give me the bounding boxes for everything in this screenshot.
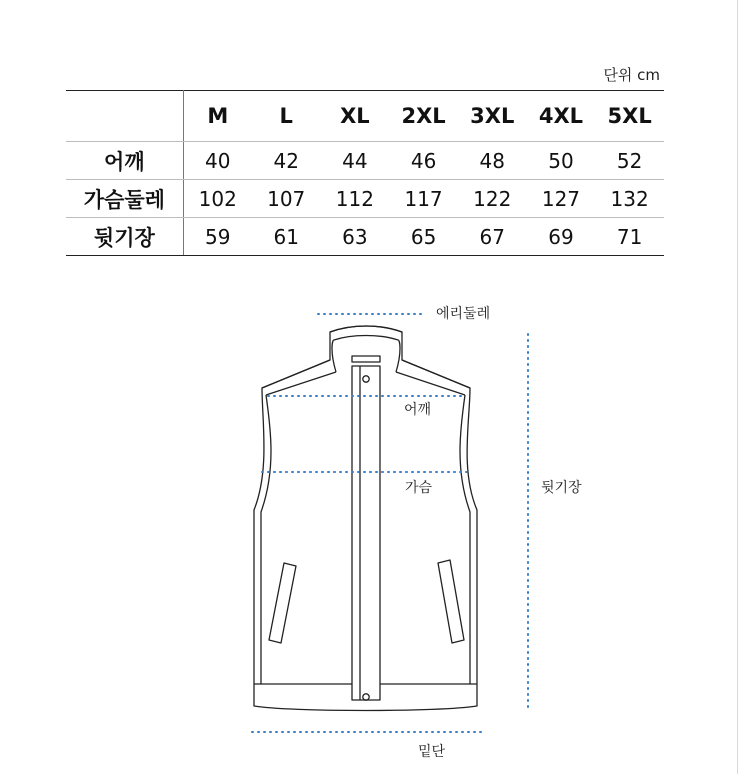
size-table (66, 90, 664, 256)
size-header-m: M (183, 91, 252, 142)
size-header-l: L (252, 91, 321, 142)
corner-cell (66, 91, 183, 142)
size-header-row (66, 91, 664, 142)
table-cell: 112 (321, 180, 390, 218)
unit-label: 단위 cm (603, 66, 660, 84)
row-label-chest: 가슴둘레 (66, 180, 183, 218)
table-cell: 65 (389, 218, 458, 256)
table-cell: 67 (458, 218, 527, 256)
table-row (66, 142, 664, 180)
table-cell: 71 (595, 218, 664, 256)
table-cell: 46 (389, 142, 458, 180)
size-header-xl: XL (321, 91, 390, 142)
table-cell: 59 (183, 218, 252, 256)
table-cell: 40 (183, 142, 252, 180)
table-cell: 102 (183, 180, 252, 218)
back-length-label: 뒷기장 (541, 480, 582, 496)
table-cell: 122 (458, 180, 527, 218)
table-cell: 61 (252, 218, 321, 256)
table-row (66, 180, 664, 218)
shoulder-label: 어깨 (404, 402, 432, 418)
row-label-shoulder: 어깨 (66, 142, 183, 180)
table-cell: 132 (595, 180, 664, 218)
size-header-3xl: 3XL (458, 91, 527, 142)
vest-diagram (0, 290, 743, 774)
chest-label: 가슴 (405, 480, 433, 496)
size-header-2xl: 2XL (389, 91, 458, 142)
table-row (66, 218, 664, 256)
table-cell: 63 (321, 218, 390, 256)
table-cell: 52 (595, 142, 664, 180)
table-cell: 127 (527, 180, 596, 218)
table-cell: 48 (458, 142, 527, 180)
table-cell: 117 (389, 180, 458, 218)
table-cell: 44 (321, 142, 390, 180)
vest-icon (254, 326, 477, 711)
collar-label: 에리둘레 (436, 306, 491, 322)
size-header-5xl: 5XL (595, 91, 664, 142)
table-cell: 69 (527, 218, 596, 256)
row-label-back-length: 뒷기장 (66, 218, 183, 256)
table-cell: 42 (252, 142, 321, 180)
table-cell: 107 (252, 180, 321, 218)
table-cell: 50 (527, 142, 596, 180)
hem-label: 밑단 (418, 744, 446, 760)
size-header-4xl: 4XL (527, 91, 596, 142)
